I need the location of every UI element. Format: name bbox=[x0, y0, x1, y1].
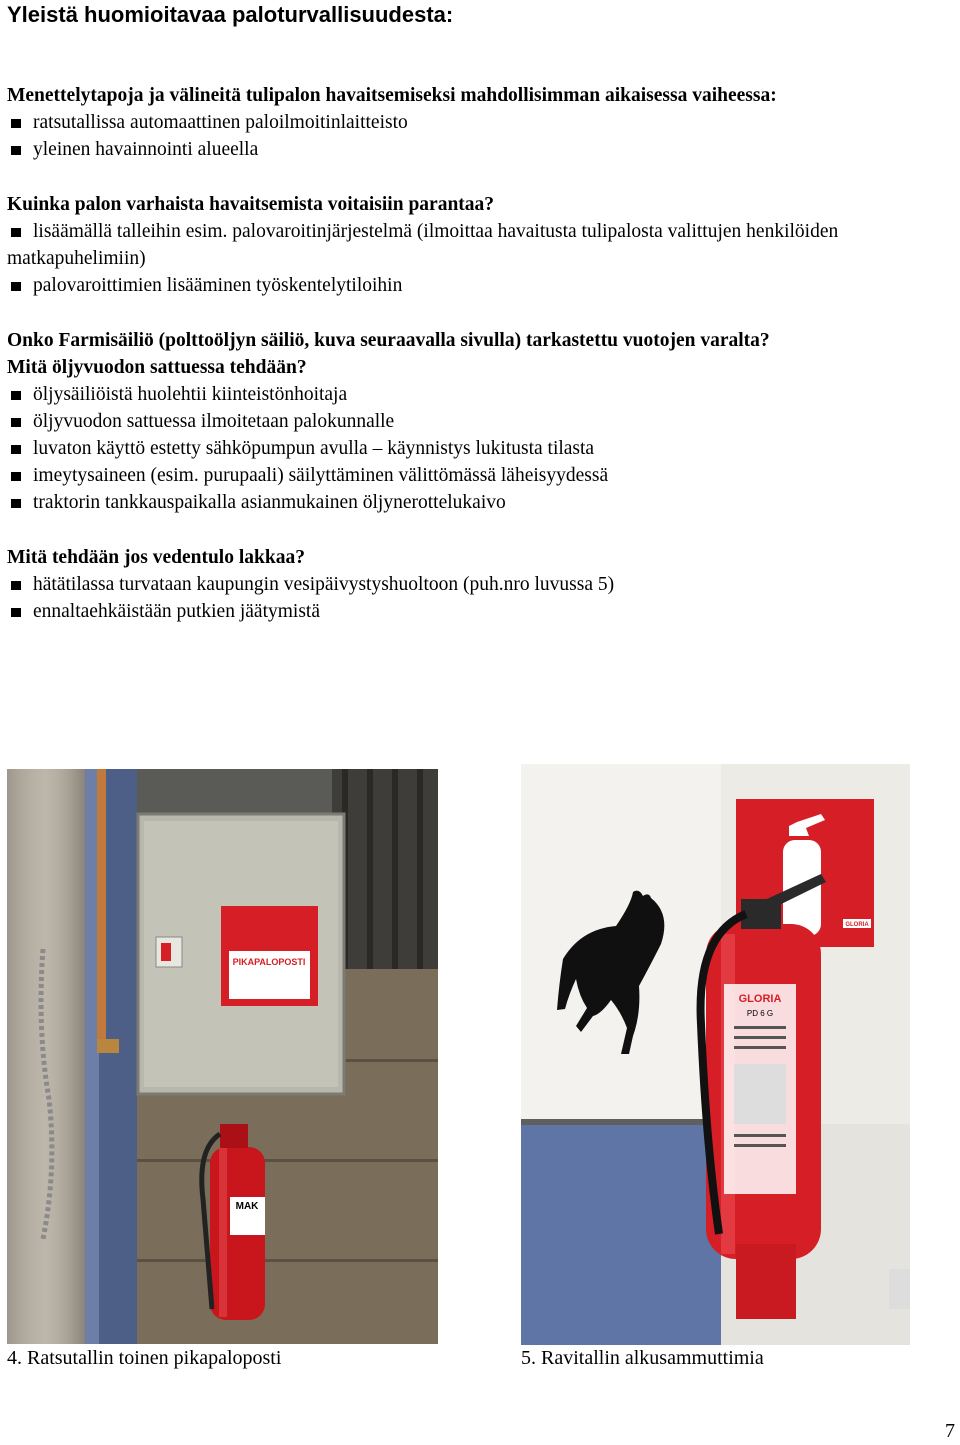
section-subheading: Mitä öljyvuodon sattuessa tehdään? bbox=[7, 357, 307, 378]
water-outage-section bbox=[7, 544, 952, 625]
sign-brand-label: GLORIA bbox=[845, 922, 869, 928]
list-item: imeytysaineen (esim. purupaali) säilyttäminen välittömässä läheisyydessä bbox=[7, 462, 952, 489]
section-heading: Mitä tehdään jos vedentulo lakkaa? bbox=[7, 547, 305, 568]
extinguisher-label: MAK bbox=[235, 1201, 259, 1212]
bullet-icon bbox=[11, 499, 21, 508]
bullet-icon bbox=[11, 228, 21, 237]
list-item: ratsutallissa automaattinen paloilmoitinlaitteisto bbox=[7, 109, 952, 136]
section-heading: Menettelytapoja ja välineitä tulipalon havaitsemiseksi mahdollisimman aikaisessa vaiheessa: bbox=[7, 85, 777, 106]
bullet-icon bbox=[11, 391, 21, 400]
section-heading: Kuinka palon varhaista havaitsemista voitaisiin parantaa? bbox=[7, 194, 495, 215]
bullet-icon bbox=[11, 445, 21, 454]
photo-caption: 4. Ratsutallin toinen pikapaloposti bbox=[7, 1347, 282, 1369]
cabinet-sign-label: PIKAPALOPOSTI bbox=[232, 957, 306, 967]
list-item: yleinen havainnointi alueella bbox=[7, 136, 952, 163]
oil-tank-section bbox=[7, 327, 952, 516]
detection-methods-section bbox=[7, 82, 952, 163]
bullet-icon bbox=[11, 472, 21, 481]
list-item: traktorin tankkauspaikalla asianmukainen öljynerottelukaivo bbox=[7, 489, 952, 516]
list-item: hätätilassa turvataan kaupungin vesipäivystyshuoltoon (puh.nro luvussa 5) bbox=[7, 571, 952, 598]
section-heading: Onko Farmisäiliö (polttoöljyn säiliö, kuva seuraavalla sivulla) tarkastettu vuotojen varalta? bbox=[7, 330, 770, 351]
page-number: 7 bbox=[945, 1420, 955, 1442]
extinguisher-brand-label: GLORIA bbox=[738, 993, 782, 1005]
list-item: öljyvuodon sattuessa ilmoitetaan palokunnalle bbox=[7, 408, 952, 435]
photo-fire-hose-cabinet bbox=[7, 769, 438, 1344]
extinguisher-model-label: PD 6 G bbox=[746, 1009, 774, 1018]
photo-extinguisher-horse bbox=[521, 764, 910, 1345]
photo-caption: 5. Ravitallin alkusammuttimia bbox=[521, 1347, 764, 1369]
bullet-icon bbox=[11, 418, 21, 427]
improve-detection-section bbox=[7, 191, 952, 299]
photo-fire-hose-cabinet-image bbox=[7, 769, 438, 1344]
bullet-icon bbox=[11, 608, 21, 617]
bullet-icon bbox=[11, 119, 21, 128]
list-item: luvaton käyttö estetty sähköpumpun avulla – käynnistys lukitusta tilasta bbox=[7, 435, 952, 462]
page-title: Yleistä huomioitavaa paloturvallisuudesta: bbox=[7, 2, 454, 27]
list-item: ennaltaehkäistään putkien jäätymistä bbox=[7, 598, 952, 625]
bullet-icon bbox=[11, 282, 21, 291]
bullet-icon bbox=[11, 146, 21, 155]
photo-extinguisher-horse-image bbox=[521, 764, 910, 1345]
list-item: lisäämällä talleihin esim. palovaroitinjärjestelmä (ilmoittaa havaitusta tulipalosta valittujen henkilöiden matkapuhelimiin) bbox=[7, 221, 839, 269]
bullet-icon bbox=[11, 581, 21, 590]
list-item: öljysäiliöistä huolehtii kiinteistönhoitaja bbox=[7, 381, 952, 408]
list-item: palovaroittimien lisääminen työskentelytiloihin bbox=[7, 272, 952, 299]
